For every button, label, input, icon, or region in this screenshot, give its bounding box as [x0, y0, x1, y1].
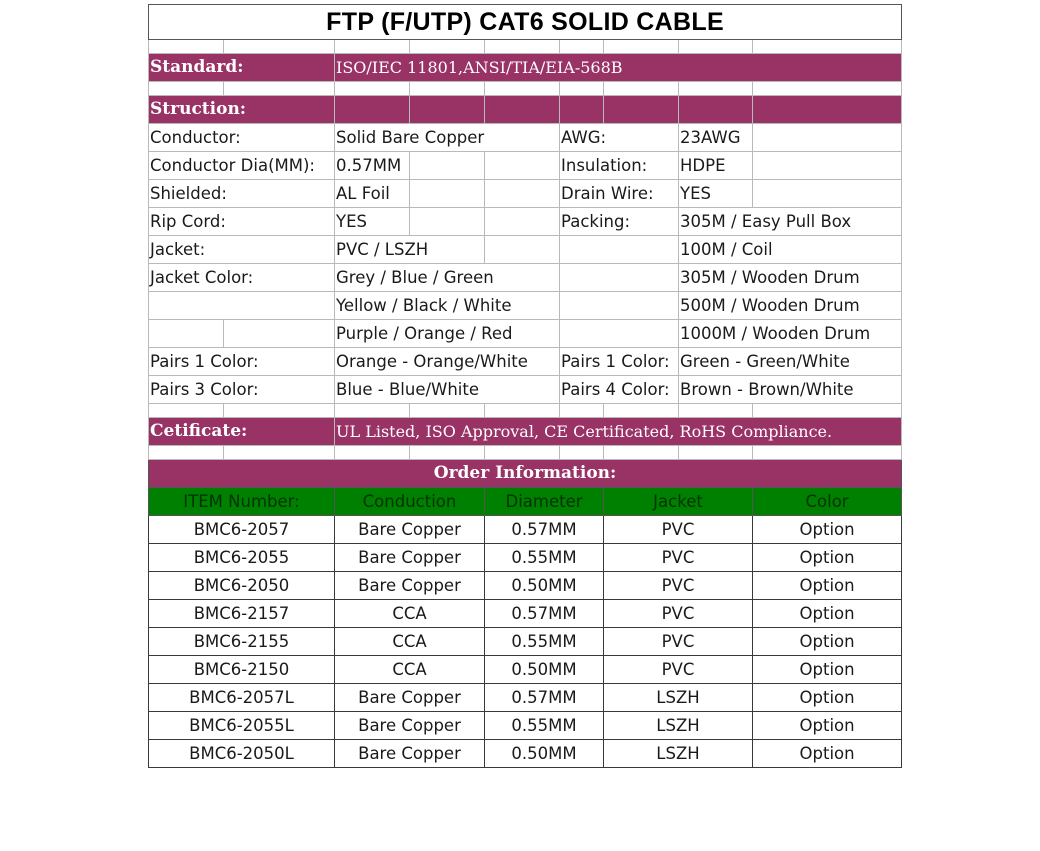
pair3-label: Pairs 3 Color: — [149, 376, 335, 404]
item-number: BMC6-2057 — [149, 516, 335, 544]
color-cell: Option — [753, 740, 902, 768]
diameter-cell: 0.50MM — [485, 740, 604, 768]
shielded-label: Shielded: — [149, 180, 335, 208]
spacer-row — [149, 404, 902, 418]
color-cell: Option — [753, 684, 902, 712]
color-cell: Option — [753, 656, 902, 684]
color-cell: Option — [753, 516, 902, 544]
conductor-label: Conductor: — [149, 124, 335, 152]
jacket-cell: PVC — [604, 628, 753, 656]
spec-row-pairs — [149, 348, 902, 376]
conductor-value: Solid Bare Copper — [335, 124, 560, 152]
certificate-label: Cetificate: — [149, 418, 335, 446]
jacket-color-label: Jacket Color: — [149, 264, 335, 292]
conduction-cell: Bare Copper — [335, 572, 485, 600]
column-header: Diameter — [485, 488, 604, 516]
awg-value: 23AWG — [679, 124, 753, 152]
conduction-cell: Bare Copper — [335, 740, 485, 768]
page-title: FTP (F/UTP) CAT6 SOLID CABLE — [149, 5, 902, 40]
spec-row-pairs — [149, 376, 902, 404]
table-row — [149, 740, 902, 768]
jacket-color-value: Yellow / Black / White — [335, 292, 560, 320]
insulation-value: HDPE — [679, 152, 753, 180]
diameter-value: 0.57MM — [335, 152, 410, 180]
spacer-row — [149, 40, 902, 54]
certificate-row — [149, 418, 902, 446]
conduction-cell: CCA — [335, 628, 485, 656]
jacket-cell: PVC — [604, 656, 753, 684]
order-heading-row — [149, 460, 902, 488]
conduction-cell: Bare Copper — [335, 684, 485, 712]
conduction-cell: Bare Copper — [335, 712, 485, 740]
column-header: Jacket — [604, 488, 753, 516]
struction-row — [149, 96, 902, 124]
color-cell: Option — [753, 572, 902, 600]
item-number: BMC6-2057L — [149, 684, 335, 712]
spec-row-jacket-color — [149, 264, 902, 292]
jacket-cell: PVC — [604, 544, 753, 572]
spacer-row — [149, 446, 902, 460]
rip-cord-label: Rip Cord: — [149, 208, 335, 236]
order-column-header-row — [149, 488, 902, 516]
jacket-cell: LSZH — [604, 740, 753, 768]
standard-label: Standard: — [149, 54, 335, 82]
pair1-value: Orange - Orange/White — [335, 348, 560, 376]
shielded-value: AL Foil — [335, 180, 410, 208]
insulation-label: Insulation: — [560, 152, 679, 180]
jacket-label: Jacket: — [149, 236, 335, 264]
jacket-cell: PVC — [604, 600, 753, 628]
packing-value: 305M / Easy Pull Box — [679, 208, 902, 236]
jacket-cell: LSZH — [604, 712, 753, 740]
item-number: BMC6-2155 — [149, 628, 335, 656]
pair2-label: Pairs 1 Color: — [560, 348, 679, 376]
item-number: BMC6-2050L — [149, 740, 335, 768]
spec-row-conductor — [149, 124, 902, 152]
spec-row-shielded — [149, 180, 902, 208]
pair4-label: Pairs 4 Color: — [560, 376, 679, 404]
item-number: BMC6-2150 — [149, 656, 335, 684]
table-row — [149, 516, 902, 544]
packing-value: 1000M / Wooden Drum — [679, 320, 902, 348]
pair3-value: Blue - Blue/White — [335, 376, 560, 404]
diameter-cell: 0.57MM — [485, 600, 604, 628]
table-row — [149, 712, 902, 740]
pair4-value: Brown - Brown/White — [679, 376, 902, 404]
standard-row — [149, 54, 902, 82]
diameter-label: Conductor Dia(MM): — [149, 152, 335, 180]
packing-label: Packing: — [560, 208, 679, 236]
conduction-cell: Bare Copper — [335, 544, 485, 572]
jacket-cell: PVC — [604, 516, 753, 544]
color-cell: Option — [753, 628, 902, 656]
title-row — [149, 5, 902, 40]
color-cell: Option — [753, 712, 902, 740]
spec-row-jacket-color — [149, 320, 902, 348]
struction-label: Struction: — [149, 96, 335, 124]
pair1-label: Pairs 1 Color: — [149, 348, 335, 376]
jacket-value: PVC / LSZH — [335, 236, 485, 264]
pair2-value: Green - Green/White — [679, 348, 902, 376]
color-cell: Option — [753, 600, 902, 628]
table-row — [149, 572, 902, 600]
jacket-cell: LSZH — [604, 684, 753, 712]
table-row — [149, 600, 902, 628]
table-row — [149, 656, 902, 684]
item-number: BMC6-2055L — [149, 712, 335, 740]
packing-value: 305M / Wooden Drum — [679, 264, 902, 292]
drain-wire-label: Drain Wire: — [560, 180, 679, 208]
packing-value: 500M / Wooden Drum — [679, 292, 902, 320]
conduction-cell: Bare Copper — [335, 516, 485, 544]
diameter-cell: 0.57MM — [485, 684, 604, 712]
jacket-cell: PVC — [604, 572, 753, 600]
diameter-cell: 0.55MM — [485, 712, 604, 740]
spacer-row — [149, 82, 902, 96]
item-number: BMC6-2055 — [149, 544, 335, 572]
table-row — [149, 628, 902, 656]
column-header: Color — [753, 488, 902, 516]
spec-sheet-table — [148, 4, 902, 768]
diameter-cell: 0.50MM — [485, 572, 604, 600]
drain-wire-value: YES — [679, 180, 753, 208]
conduction-cell: CCA — [335, 600, 485, 628]
item-number: BMC6-2157 — [149, 600, 335, 628]
diameter-cell: 0.55MM — [485, 544, 604, 572]
conduction-cell: CCA — [335, 656, 485, 684]
table-row — [149, 684, 902, 712]
column-header: Conduction — [335, 488, 485, 516]
diameter-cell: 0.55MM — [485, 628, 604, 656]
table-row — [149, 544, 902, 572]
spec-row-diameter — [149, 152, 902, 180]
order-heading: Order Information: — [149, 460, 902, 488]
spec-row-jacket — [149, 236, 902, 264]
color-cell: Option — [753, 544, 902, 572]
awg-label: AWG: — [560, 124, 679, 152]
diameter-cell: 0.57MM — [485, 516, 604, 544]
column-header: ITEM Number: — [149, 488, 335, 516]
standard-value: ISO/IEC 11801,ANSI/TIA/EIA-568B — [335, 54, 902, 82]
spec-row-jacket-color — [149, 292, 902, 320]
spec-row-rip-cord — [149, 208, 902, 236]
jacket-color-value: Purple / Orange / Red — [335, 320, 560, 348]
item-number: BMC6-2050 — [149, 572, 335, 600]
diameter-cell: 0.50MM — [485, 656, 604, 684]
packing-value: 100M / Coil — [679, 236, 902, 264]
jacket-color-value: Grey / Blue / Green — [335, 264, 560, 292]
certificate-value: UL Listed, ISO Approval, CE Certificated, RoHS Compliance. — [335, 418, 902, 446]
rip-cord-value: YES — [335, 208, 410, 236]
